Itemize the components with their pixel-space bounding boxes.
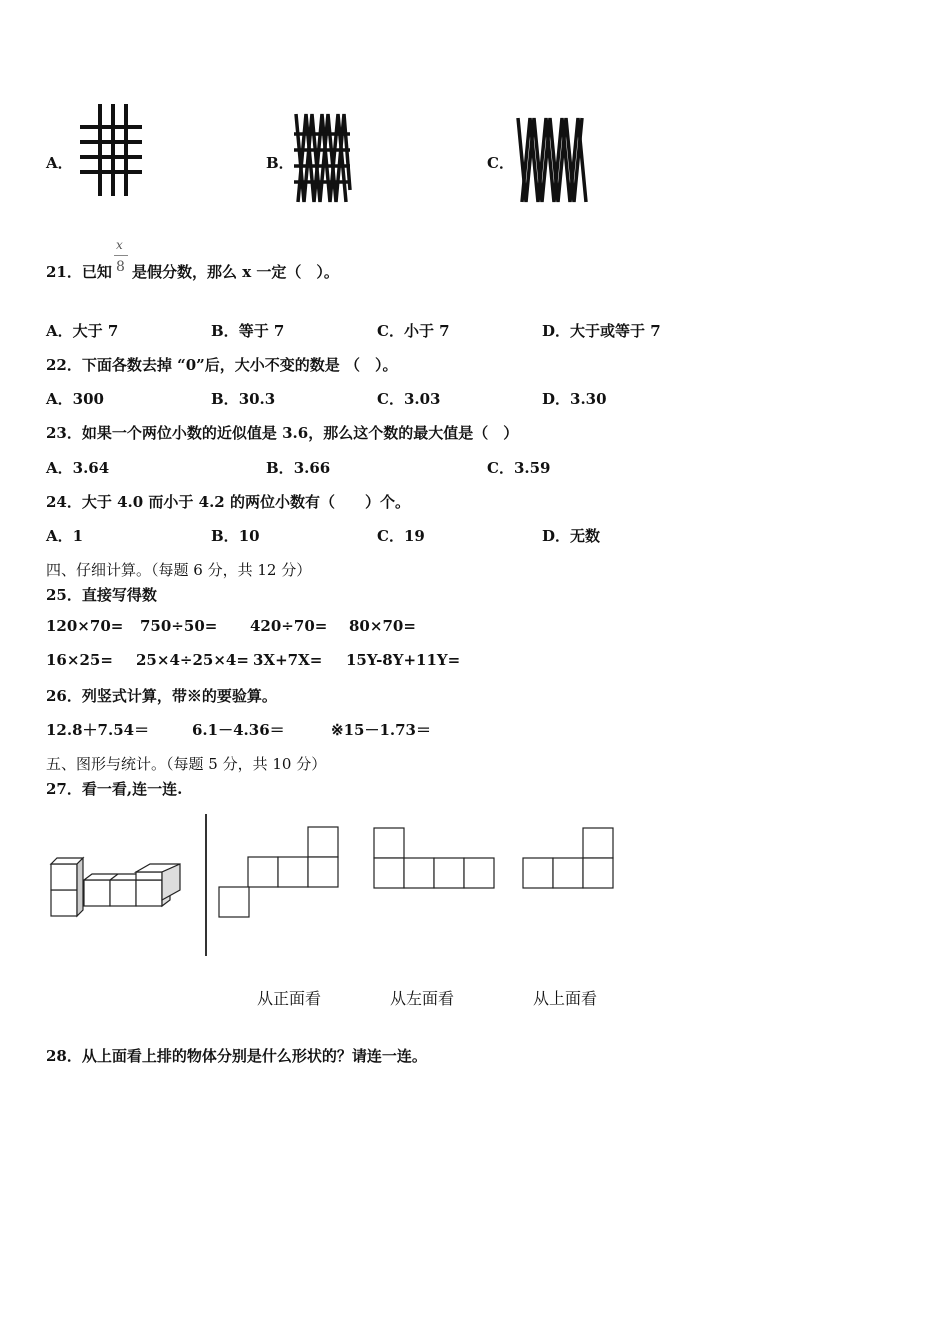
q21-stem-suffix: 是假分数，那么 x 一定（ ）。: [132, 263, 339, 281]
q22-option-d[interactable]: D．3.30: [542, 390, 607, 408]
q26-item: 12.8＋7.54＝: [46, 721, 150, 739]
q23-option-c[interactable]: C．3.59: [487, 459, 551, 477]
q24-stem: 24．大于 4.0 而小于 4.2 的两位小数有（ ）个。: [46, 493, 410, 511]
view-shape-1: [218, 826, 340, 918]
q25-item: 750÷50=: [140, 617, 218, 635]
q24-option-c[interactable]: C．19: [377, 527, 425, 545]
q20-option-a-label: A．: [46, 154, 73, 172]
q20-option-b-label: B．: [266, 154, 294, 172]
view-label-top: 从上面看: [533, 989, 598, 1008]
q23-stem: 23．如果一个两位小数的近似值是 3.6，那么这个数的最大值是（ ）: [46, 424, 519, 442]
q24-option-d[interactable]: D．无数: [542, 527, 601, 545]
section-5-title: 五、图形与统计。（每题 5 分，共 10 分）: [46, 755, 327, 773]
q22-option-a[interactable]: A．300: [46, 390, 104, 408]
q21-fraction-numerator: x: [116, 238, 123, 252]
grid-figure-a: [78, 102, 144, 198]
view-shape-2: [372, 826, 496, 890]
q21-stem-prefix: 21．已知: [46, 263, 112, 281]
q25-item: 3X+7X=: [253, 651, 323, 669]
view-label-left: 从左面看: [390, 989, 455, 1008]
q22-stem: 22．下面各数去掉 “0”后，大小不变的数是 （ ）。: [46, 356, 398, 374]
q23-option-b[interactable]: B．3.66: [266, 459, 331, 477]
q25-stem: 25．直接写得数: [46, 586, 157, 604]
section-4-title: 四、仔细计算。（每题 6 分，共 12 分）: [46, 561, 312, 579]
q21-option-a[interactable]: A．大于 7: [46, 322, 119, 340]
q21-option-d[interactable]: D．大于或等于 7: [542, 322, 661, 340]
q25-item: 25×4÷25×4=: [136, 651, 249, 669]
q26-item: 6.1－4.36＝: [192, 721, 285, 739]
view-label-front: 从正面看: [257, 989, 322, 1008]
q21-fraction-denominator: 8: [116, 259, 125, 275]
q26-item: ※15－1.73＝: [331, 721, 431, 739]
q23-option-a[interactable]: A．3.64: [46, 459, 110, 477]
q21-fraction-bar: [114, 255, 128, 256]
q24-option-a[interactable]: A．1: [46, 527, 84, 545]
view-shape-3: [521, 826, 615, 890]
cube-solid-figure: [48, 854, 184, 920]
q26-stem: 26．列竖式计算，带※的要验算。: [46, 687, 277, 705]
q24-option-b[interactable]: B．10: [211, 527, 260, 545]
zigzag-grid-figure-b: [292, 110, 352, 206]
q22-option-c[interactable]: C．3.03: [377, 390, 441, 408]
q25-item: 420÷70=: [250, 617, 328, 635]
q28-stem: 28．从上面看上排的物体分别是什么形状的？请连一连。: [46, 1047, 427, 1065]
q25-item: 120×70=: [46, 617, 124, 635]
q21-option-b[interactable]: B．等于 7: [211, 322, 285, 340]
q25-item: 16×25=: [46, 651, 113, 669]
q21-option-c[interactable]: C．小于 7: [377, 322, 450, 340]
q20-option-c-label: C．: [487, 154, 514, 172]
q22-option-b[interactable]: B．30.3: [211, 390, 276, 408]
q27-stem: 27．看一看,连一连.: [46, 780, 183, 798]
q25-item: 80×70=: [349, 617, 416, 635]
q25-item: 15Y-8Y+11Y=: [346, 651, 461, 669]
figure-divider: [205, 814, 207, 956]
zigzag-figure-c: [514, 114, 590, 206]
